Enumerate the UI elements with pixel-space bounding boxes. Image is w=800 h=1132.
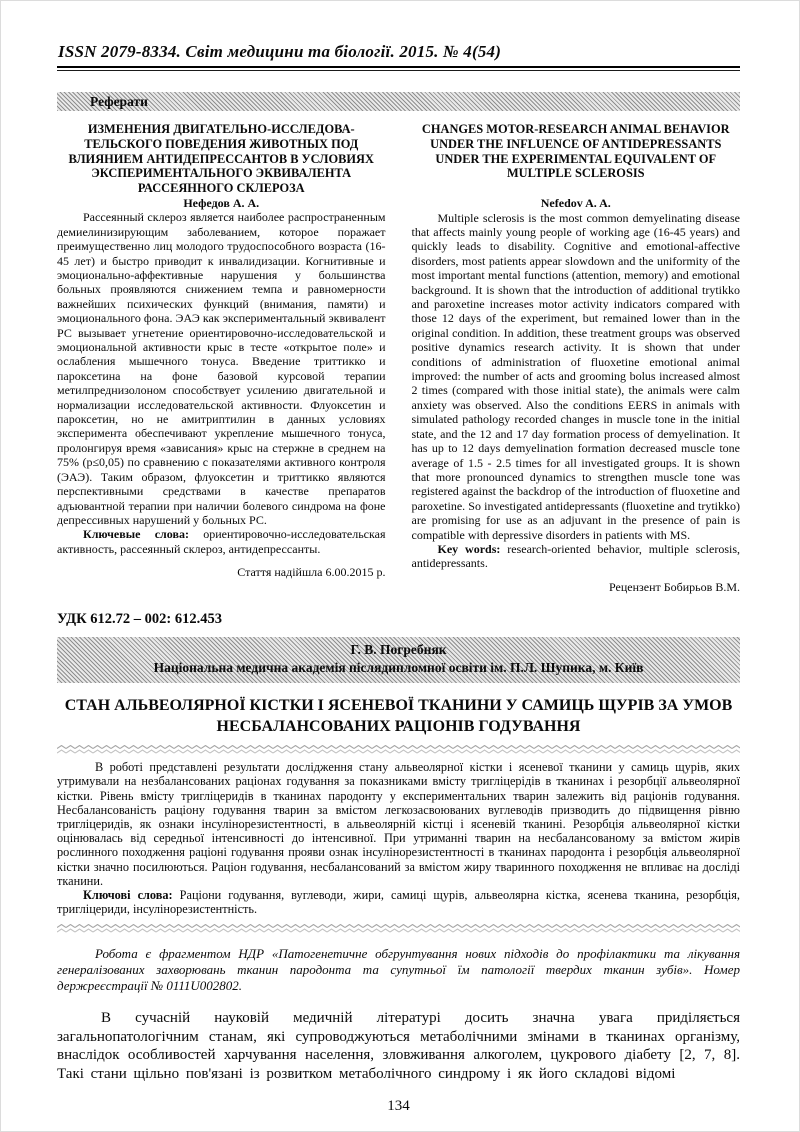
- abstract-column-ru: [57, 122, 386, 594]
- article-author: Г. В. Погребняк: [350, 642, 447, 658]
- zigzag-divider-bottom: [57, 924, 740, 933]
- abstract-ru-keywords-text: ориентировочно-исследовательская активность, рассеянный склероз, антидепрессанты.: [57, 527, 386, 556]
- article-received-date: Стаття надійшла 6.00.2015 р.: [237, 565, 386, 580]
- referaty-section-bar: [57, 92, 740, 111]
- abstracts-columns: [57, 122, 740, 594]
- abstract-en-author: Nefedov A. A.: [540, 196, 611, 211]
- udc-code: УДК 612.72 – 002: 612.453: [57, 611, 222, 628]
- section-label: Реферати: [90, 94, 148, 109]
- article-intro-paragraph: В сучасній науковій медичній літературі досить значна увага приділяється загальнопатологічним станам, які супроводжуються метаболічними змінами в тканинах організму, внаслідок особливостей харчування населення, зловживання алкоголем, цукрового діабету [2, 7, 8]. Такі стани щільно пов'язані із розвитком метаболічного синдрому і як його складові відомі: [57, 1010, 740, 1082]
- journal-issn-header: ISSN 2079-8334. Світ медицини та біології. 2015. № 4(54): [58, 42, 502, 61]
- article-title: СТАН АЛЬВЕОЛЯРНОЇ КІСТКИ І ЯСЕНЕВОЇ ТКАНИНИ У САМИЦЬ ЩУРІВ ЗА УМОВ НЕСБАЛАНСОВАНИХ РАЦІОНІВ ГОДУВАННЯ: [64, 697, 733, 736]
- article-affiliation: Національна медична академія післядипломної освіти ім. П.Л. Шупика, м. Київ: [153, 660, 644, 676]
- abstract-en-keywords-label: Key words:: [437, 541, 501, 556]
- abstract-en-keywords: [412, 542, 741, 571]
- abstract-ru-keywords-label: Ключевые слова:: [83, 527, 189, 542]
- abstract-en-title: CHANGES MOTOR-RESEARCH ANIMAL BEHAVIOR UNDER THE INFLUENCE OF ANTIDEPRESSANTS UNDER THE EXPERIMENTAL EQUIVALENT OF MULTIPLE SCLEROSIS: [421, 122, 730, 181]
- abstract-en-keywords-text: research-oriented behavior, multiple sclerosis, antidepressants.: [411, 541, 741, 571]
- article-keywords: [57, 888, 740, 916]
- abstract-column-en: [412, 122, 741, 594]
- zigzag-divider: [57, 745, 740, 754]
- article-reviewer: Рецензент Бобирьов В.М.: [609, 579, 740, 594]
- research-project-note: Робота є фрагментом НДР «Патогенетичне обгрунтування нових підходів до профілактики та лікування генералізованих захворювань тканин пародонта та супутньої їм патології твердих тканин зубів». Номер держреєстрації № 0111U002802.: [57, 946, 740, 994]
- page-number: 134: [387, 1098, 410, 1115]
- abstract-ru-author: Нефедов А. А.: [183, 195, 260, 210]
- abstract-en-body: Multiple sclerosis is the most common demyelinating disease that affects mainly young people of working age (16-45 years) and quickly leads to disability. Cognitive and emotional-affective disorders, most patients appear slowdown and the uniformity of the most important mental functions (attention, memory) and emotional background. It is shown that the introduction of additional trytikko and paroxetine increases motor activity indicators compared with those 12 days of the experiment, but remained lower than in the original condition. In addition, these treatment groups was observed positive dynamics research activity. It is shown that under conditions of administration of fluoxetine emotional animal improved: the number of acts and grooming bolus increased almost 2 times (compared with those initial state), the animals were calm anxiety was observed. Also the conditions EERS in animals with simulated pathology recorded changes in muscle tone in the initial state, and the 12 and 17 day formation process of demyelination. It has up to 12 days demyelination formation decreased muscle tone average of 1.5 - 2.5 times for all investigated groups. It is shown that more pronounced dynamics to strengthen muscle tone was registered against the backdrop of the introduction of fluoxetine and paroxetine. So investigated antidepressants (fluoxetine and trytikko) are promising for use as an adjuvant in the presence of pain is compatible with depressive disorders in patients with MS.: [411, 210, 740, 542]
- abstract-ru-title: ИЗМЕНЕНИЯ ДВИГАТЕЛЬНО-ИССЛЕДОВА-ТЕЛЬСКОГО ПОВЕДЕНИЯ ЖИВОТНЫХ ПОД ВЛИЯНИЕМ АНТИДЕПРЕССАНТОВ В УСЛОВИЯХ ЭКСПЕРИМЕНТАЛЬНОГО ЭКВИВАЛЕНТА РАССЕЯННОГО СКЛЕРОЗА: [68, 122, 374, 196]
- article-author-bar: [57, 637, 740, 683]
- abstract-ru-body: Рассеянный склероз является наиболее распространенным демиелинизирующим заболеванием, которое поражает преимущественно лиц молодого трудоспособного возраста (16-45 лет) и быстро приводит к инвалидизации. Когнитивные и эмоционально-аффективные нарушения у большинства больных проявляются снижением темпа и равномерности важнейших психических функций (внимания, памяти) и эмоционального фона. ЭАЭ как экспериментальный эквивалент РС вызывает угнетение ориентировочно-исследовательской и эмоциональной активности крыс в тесте «открытое поле» и ослабления мышечного тонуса. Введение триттикко и пароксетина на фоне базовой курсовой терапии метилпреднизолоном способствует усилению двигательной и нормализации исследовательской активности. Флуоксетин и пароксетин, но не амитриптилин в данных условиях эксперимента обеспечивают укрепление мышечного тонуса, пролонгируя время «зависания» крыс на стержне в среднем на 75% (р≤0,05) по сравнению с показателями активного контроля (ЭАЭ). Таким образом, флуоксетин и триттикко являются перспективными средствами в качестве препаратов адъювантной терапии при наличии болевого синдрома на фоне депрессивных нарушений у больных РС.: [57, 210, 386, 527]
- article-abstract: В роботі представлені результати дослідження стану альвеолярної кістки і ясеневої тканини у самиць щурів, яких утримували на незбалансованих раціонах годування за показниками вмісту тригліцерідів в тканинах і резорбції альвеолярної кістки. Рівень вмісту тригліцеридів в тканинах пародонту у експериментальних тварин залежить від раціонів годування. Несбалансованість раціону годування тварин за вмістом легкозасвоюваних вуглеводів призводить до підвищення рівню тригліцеридів, як ознаки інсулінорезистентності, в альвеолярній кістці і ясеневій тканині. Резорбція альвеолярної кістки оцінювалась від середньої інтенсивності до інтенсивної. При утриманні тварин на несбалансованому за вмістом жирів рослинного походження раціоні годування прояви ознак інсулінорезистентності в тканинах пародонта і резорбція альвеолярної кістки значно посилюються. Раціон годування, несбалансований за вмістом жиру тваринного походження не впливає на досліді тканини.: [57, 760, 740, 888]
- header-divider: [57, 66, 740, 71]
- abstract-ru-keywords: [57, 527, 386, 556]
- article-keywords-text: Раціони годування, вуглеводи, жири, самиці щурів, альвеолярна кістка, ясенева тканина, резорбція, тригліцериди, інсулінорезистентність.: [57, 887, 740, 917]
- article-keywords-label: Ключові слова:: [83, 887, 173, 902]
